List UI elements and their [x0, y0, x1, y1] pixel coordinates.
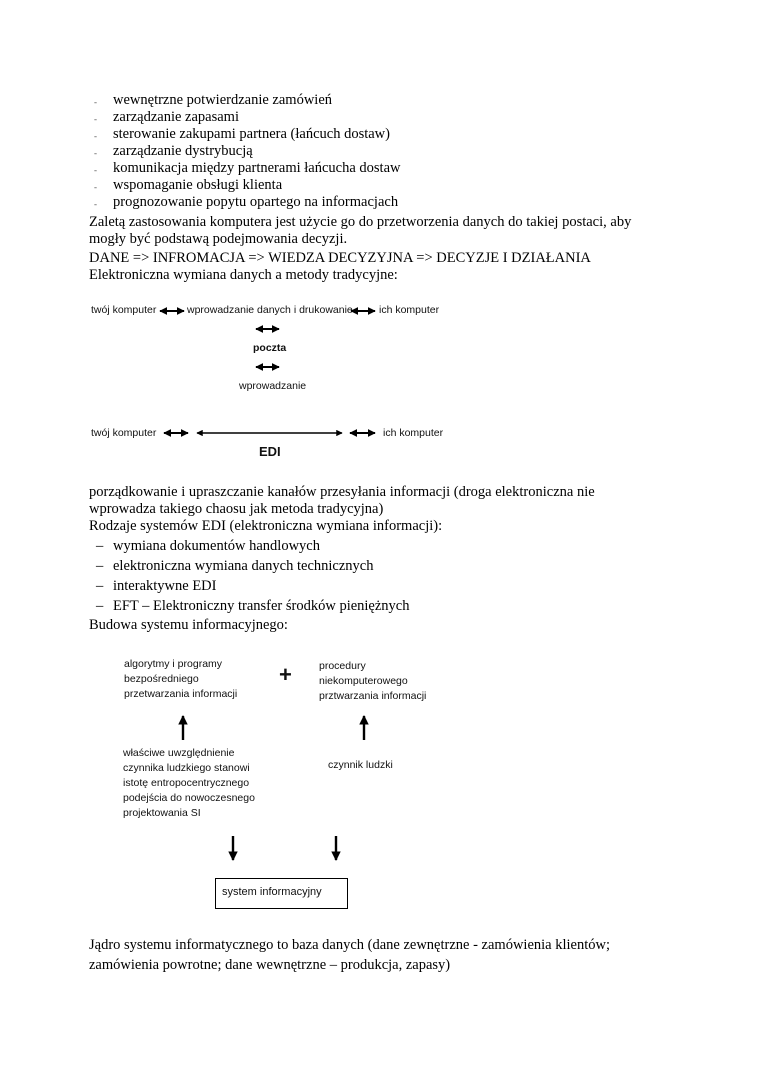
list-item: EFT – Elektroniczny transfer środków pieniężnych	[113, 598, 410, 614]
paragraph-line: wprowadza takiego chaosu jak metoda tradycyjna)	[89, 501, 384, 517]
paragraph-line: zamówienia powrotne; dane wewnętrzne – produkcja, zapasy)	[89, 957, 451, 973]
label-algorithms: algorytmy i programy	[124, 658, 223, 670]
label-procedures: niekomputerowego	[319, 675, 408, 687]
bullet-marker: –	[96, 558, 104, 574]
paragraph-line: Jądro systemu informatycznego to baza danych (dane zewnętrzne - zamówienia klientów;	[89, 937, 610, 953]
label-human-factor-note: właściwe uwzględnienie	[123, 747, 235, 759]
section-heading-edi: Elektroniczna wymiana danych a metody tradycyjne:	[89, 267, 398, 283]
label-human-factor-note: projektowania SI	[123, 807, 201, 819]
label-human-factor: czynnik ludzki	[328, 759, 393, 771]
label-algorithms: bezpośredniego	[124, 673, 199, 685]
label-mail: poczta	[253, 342, 287, 354]
chain-line: DANE => INFROMACJA => WIEDZA DECYZYJNA => DECYZJE I DZIAŁANIA	[89, 250, 591, 266]
bullet-marker: –	[96, 598, 104, 614]
label-their-computer: ich komputer	[379, 304, 440, 316]
bullet-marker: -	[94, 131, 97, 141]
paragraph-line: porządkowanie i upraszczanie kanałów przesyłania informacji (droga elektroniczna nie	[89, 484, 595, 500]
bullet-marker: -	[94, 97, 97, 107]
label-human-factor-note: istotę entropocentrycznego	[123, 777, 250, 789]
bullet-marker: -	[94, 182, 97, 192]
section-heading-edi-types: Rodzaje systemów EDI (elektroniczna wymiana informacji):	[89, 518, 443, 534]
label-your-computer: twój komputer	[91, 304, 157, 316]
bullet-marker: -	[94, 114, 97, 124]
list-item: wspomaganie obsługi klienta	[113, 177, 283, 193]
label-edi: EDI	[259, 444, 281, 459]
bullet-marker: -	[94, 199, 97, 209]
bullet-marker: –	[96, 538, 104, 554]
section-heading-structure: Budowa systemu informacyjnego:	[89, 617, 288, 633]
bullet-marker: -	[94, 148, 97, 158]
list-item: wymiana dokumentów handlowych	[113, 538, 320, 554]
label-procedures: procedury	[319, 660, 366, 672]
label-entry: wprowadzanie	[239, 380, 307, 392]
bullet-marker: –	[96, 578, 104, 594]
list-item: prognozowanie popytu opartego na informacjach	[113, 194, 399, 210]
label-algorithms: przetwarzania informacji	[124, 688, 238, 700]
paragraph-line: mogły być podstawą podejmowania decyzji.	[89, 231, 348, 247]
list-item: interaktywne EDI	[113, 578, 217, 594]
label-information-system: system informacyjny	[222, 886, 322, 898]
list-item: zarządzanie dystrybucją	[113, 143, 253, 159]
plus-sign: +	[279, 662, 292, 687]
paragraph-line: Zaletą zastosowania komputera jest użycie go do przetworzenia danych do takiej postaci, aby	[89, 214, 632, 230]
list-item: komunikacja między partnerami łańcucha dostaw	[113, 160, 401, 176]
bullet-marker: -	[94, 165, 97, 175]
label-their-computer: ich komputer	[383, 427, 444, 439]
list-item: zarządzanie zapasami	[113, 109, 239, 125]
label-human-factor-note: czynnika ludzkiego stanowi	[123, 762, 250, 774]
label-your-computer: twój komputer	[91, 427, 157, 439]
label-data-entry-print: wprowadzanie danych i drukowanie	[187, 304, 353, 316]
label-human-factor-note: podejścia do nowoczesnego	[123, 792, 255, 804]
list-item: wewnętrzne potwierdzanie zamówień	[113, 92, 333, 108]
list-item: elektroniczna wymiana danych technicznych	[113, 558, 374, 574]
list-item: sterowanie zakupami partnera (łańcuch dostaw)	[113, 126, 390, 142]
label-procedures: prztwarzania informacji	[319, 690, 427, 702]
